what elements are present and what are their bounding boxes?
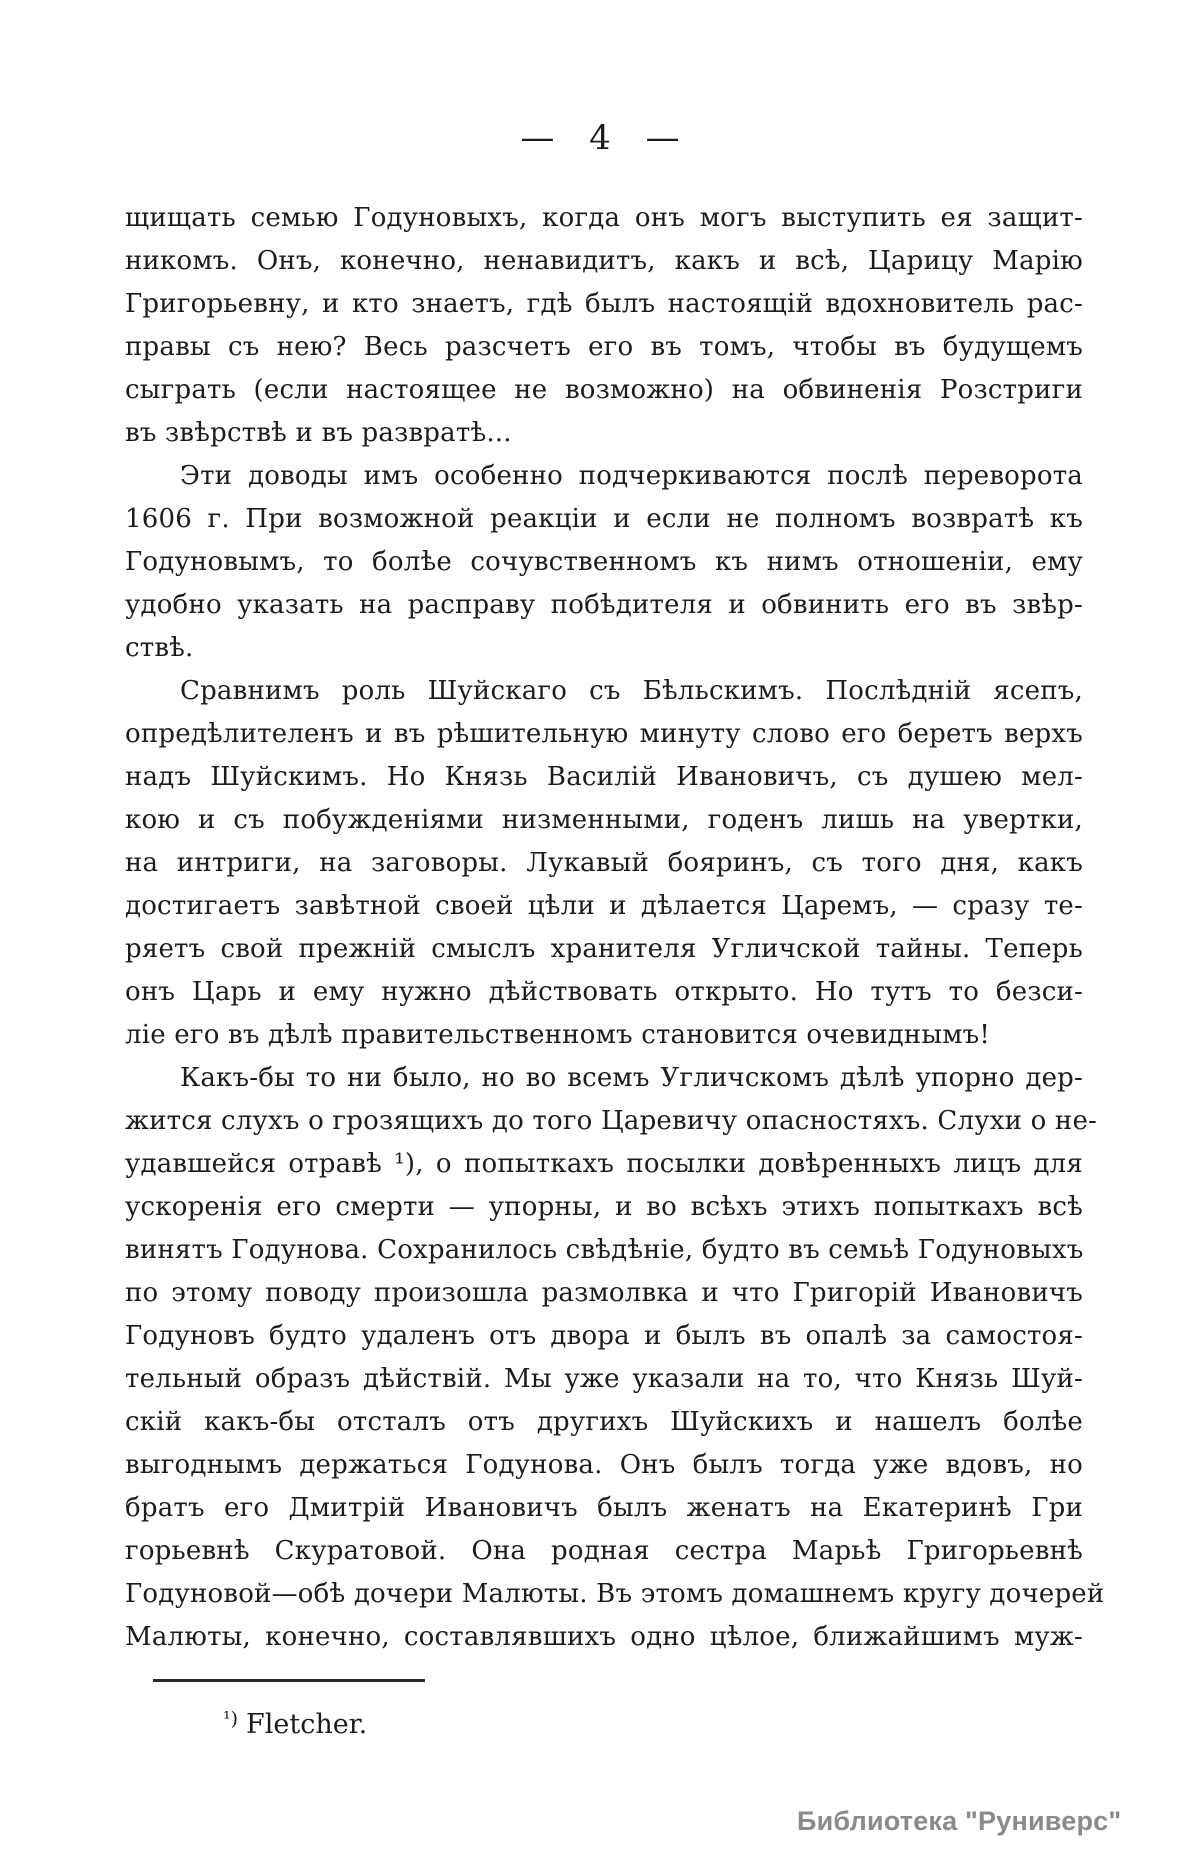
- text-line: винятъ Годунова. Сохранилось свѣдѣніе, будто въ семьѣ Годуновыхъ: [125, 1235, 1084, 1265]
- text-line: Какъ-бы то ни было, но во всемъ Угличскомъ дѣлѣ упорно дер-: [180, 1063, 1083, 1093]
- text-line: братъ его Дмитрій Ивановичъ былъ женатъ на Екатеринѣ Гри: [125, 1493, 1083, 1523]
- text-line: Сравнимъ роль Шуйскаго съ Бѣльскимъ. Послѣдній ясепъ,: [180, 676, 1083, 706]
- text-line: удавшейся отравѣ ¹), о попыткахъ посылки довѣренныхъ лицъ для: [125, 1149, 1083, 1179]
- text-block: [125, 197, 1105, 1659]
- text-line: по этому поводу произошла размолвка и что Григорій Ивановичъ: [125, 1278, 1083, 1308]
- text-line: тельный образъ дѣйствій. Мы уже указали на то, что Князь Шуй-: [125, 1364, 1083, 1394]
- text-line: Годуновой—обѣ дочери Малюты. Въ этомъ домашнемъ кругу дочерей: [125, 1579, 1105, 1609]
- text-line: щищать семью Годуновыхъ, когда онъ могъ выступить ея защит-: [125, 203, 1083, 233]
- text-line: жится слухъ о грозящихъ до того Царевичу опасностяхъ. Слухи о не-: [125, 1106, 1098, 1136]
- text-line: надъ Шуйскимъ. Но Князь Василій Ивановичъ, съ душею мел-: [125, 762, 1083, 792]
- text-line: онъ Царь и ему нужно дѣйствовать открыто. Но тутъ то безси-: [125, 977, 1083, 1007]
- text-line: 1606 г. При возможной реакціи и если не полномъ возвратѣ къ: [125, 504, 1083, 534]
- text-line: Малюты, конечно, составлявшихъ одно цѣлое, ближайшимъ муж-: [125, 1622, 1083, 1652]
- page-number: — 4 —: [520, 118, 680, 158]
- text-line: ускоренія его смерти — упорны, и во всѣхъ этихъ попыткахъ всѣ: [125, 1192, 1083, 1222]
- text-line: кою и съ побужденіями низменными, годенъ лишь на увертки,: [125, 805, 1083, 835]
- text-line: правы съ нею? Весь разсчетъ его въ томъ, чтобы въ будущемъ: [125, 332, 1083, 362]
- text-line: ліе его въ дѣлѣ правительственномъ становится очевиднымъ!: [125, 1020, 991, 1050]
- footnote: [223, 1708, 367, 1740]
- footnote-marker: ¹): [223, 1708, 239, 1730]
- text-line: Григорьевну, и кто знаетъ, гдѣ былъ настоящій вдохновитель рас-: [125, 289, 1083, 319]
- text-line: горьевнѣ Скуратовой. Она родная сестра Марьѣ Григорьевнѣ: [125, 1536, 1083, 1566]
- text-line: Годуновымъ, то болѣе сочувственномъ къ нимъ отношеніи, ему: [125, 547, 1083, 577]
- text-line: достигаетъ завѣтной своей цѣли и дѣлается Царемъ, — сразу те-: [125, 891, 1083, 921]
- text-line: ствѣ.: [125, 633, 194, 663]
- text-line: выгоднымъ держаться Годунова. Онъ былъ тогда уже вдовъ, но: [125, 1450, 1083, 1480]
- text-line: Годуновъ будто удаленъ отъ двора и былъ въ опалѣ за самостоя-: [125, 1321, 1083, 1351]
- text-line: на интриги, на заговоры. Лукавый бояринъ, съ того дня, какъ: [125, 848, 1083, 878]
- text-line: удобно указать на расправу побѣдителя и обвинить его въ звѣр-: [125, 590, 1083, 620]
- text-line: сыграть (если настоящее не возможно) на обвиненія Розстриги: [125, 375, 1083, 405]
- footnote-text: Fletcher.: [246, 1709, 368, 1740]
- text-line: въ звѣрствѣ и въ развратѣ...: [125, 418, 512, 448]
- text-line: ряетъ свой прежній смыслъ хранителя Угличской тайны. Теперь: [125, 934, 1083, 964]
- text-line: Эти доводы имъ особенно подчеркиваются послѣ переворота: [180, 461, 1083, 491]
- watermark: Библиотека "Руниверс": [797, 1806, 1122, 1836]
- footnote-separator: [153, 1679, 425, 1682]
- text-line: скій какъ-бы отсталъ отъ другихъ Шуйскихъ и нашелъ болѣе: [125, 1407, 1083, 1437]
- text-line: никомъ. Онъ, конечно, ненавидитъ, какъ и всѣ, Царицу Марію: [125, 246, 1083, 276]
- text-line: опредѣлителенъ и въ рѣшительную минуту слово его беретъ верхъ: [125, 719, 1083, 749]
